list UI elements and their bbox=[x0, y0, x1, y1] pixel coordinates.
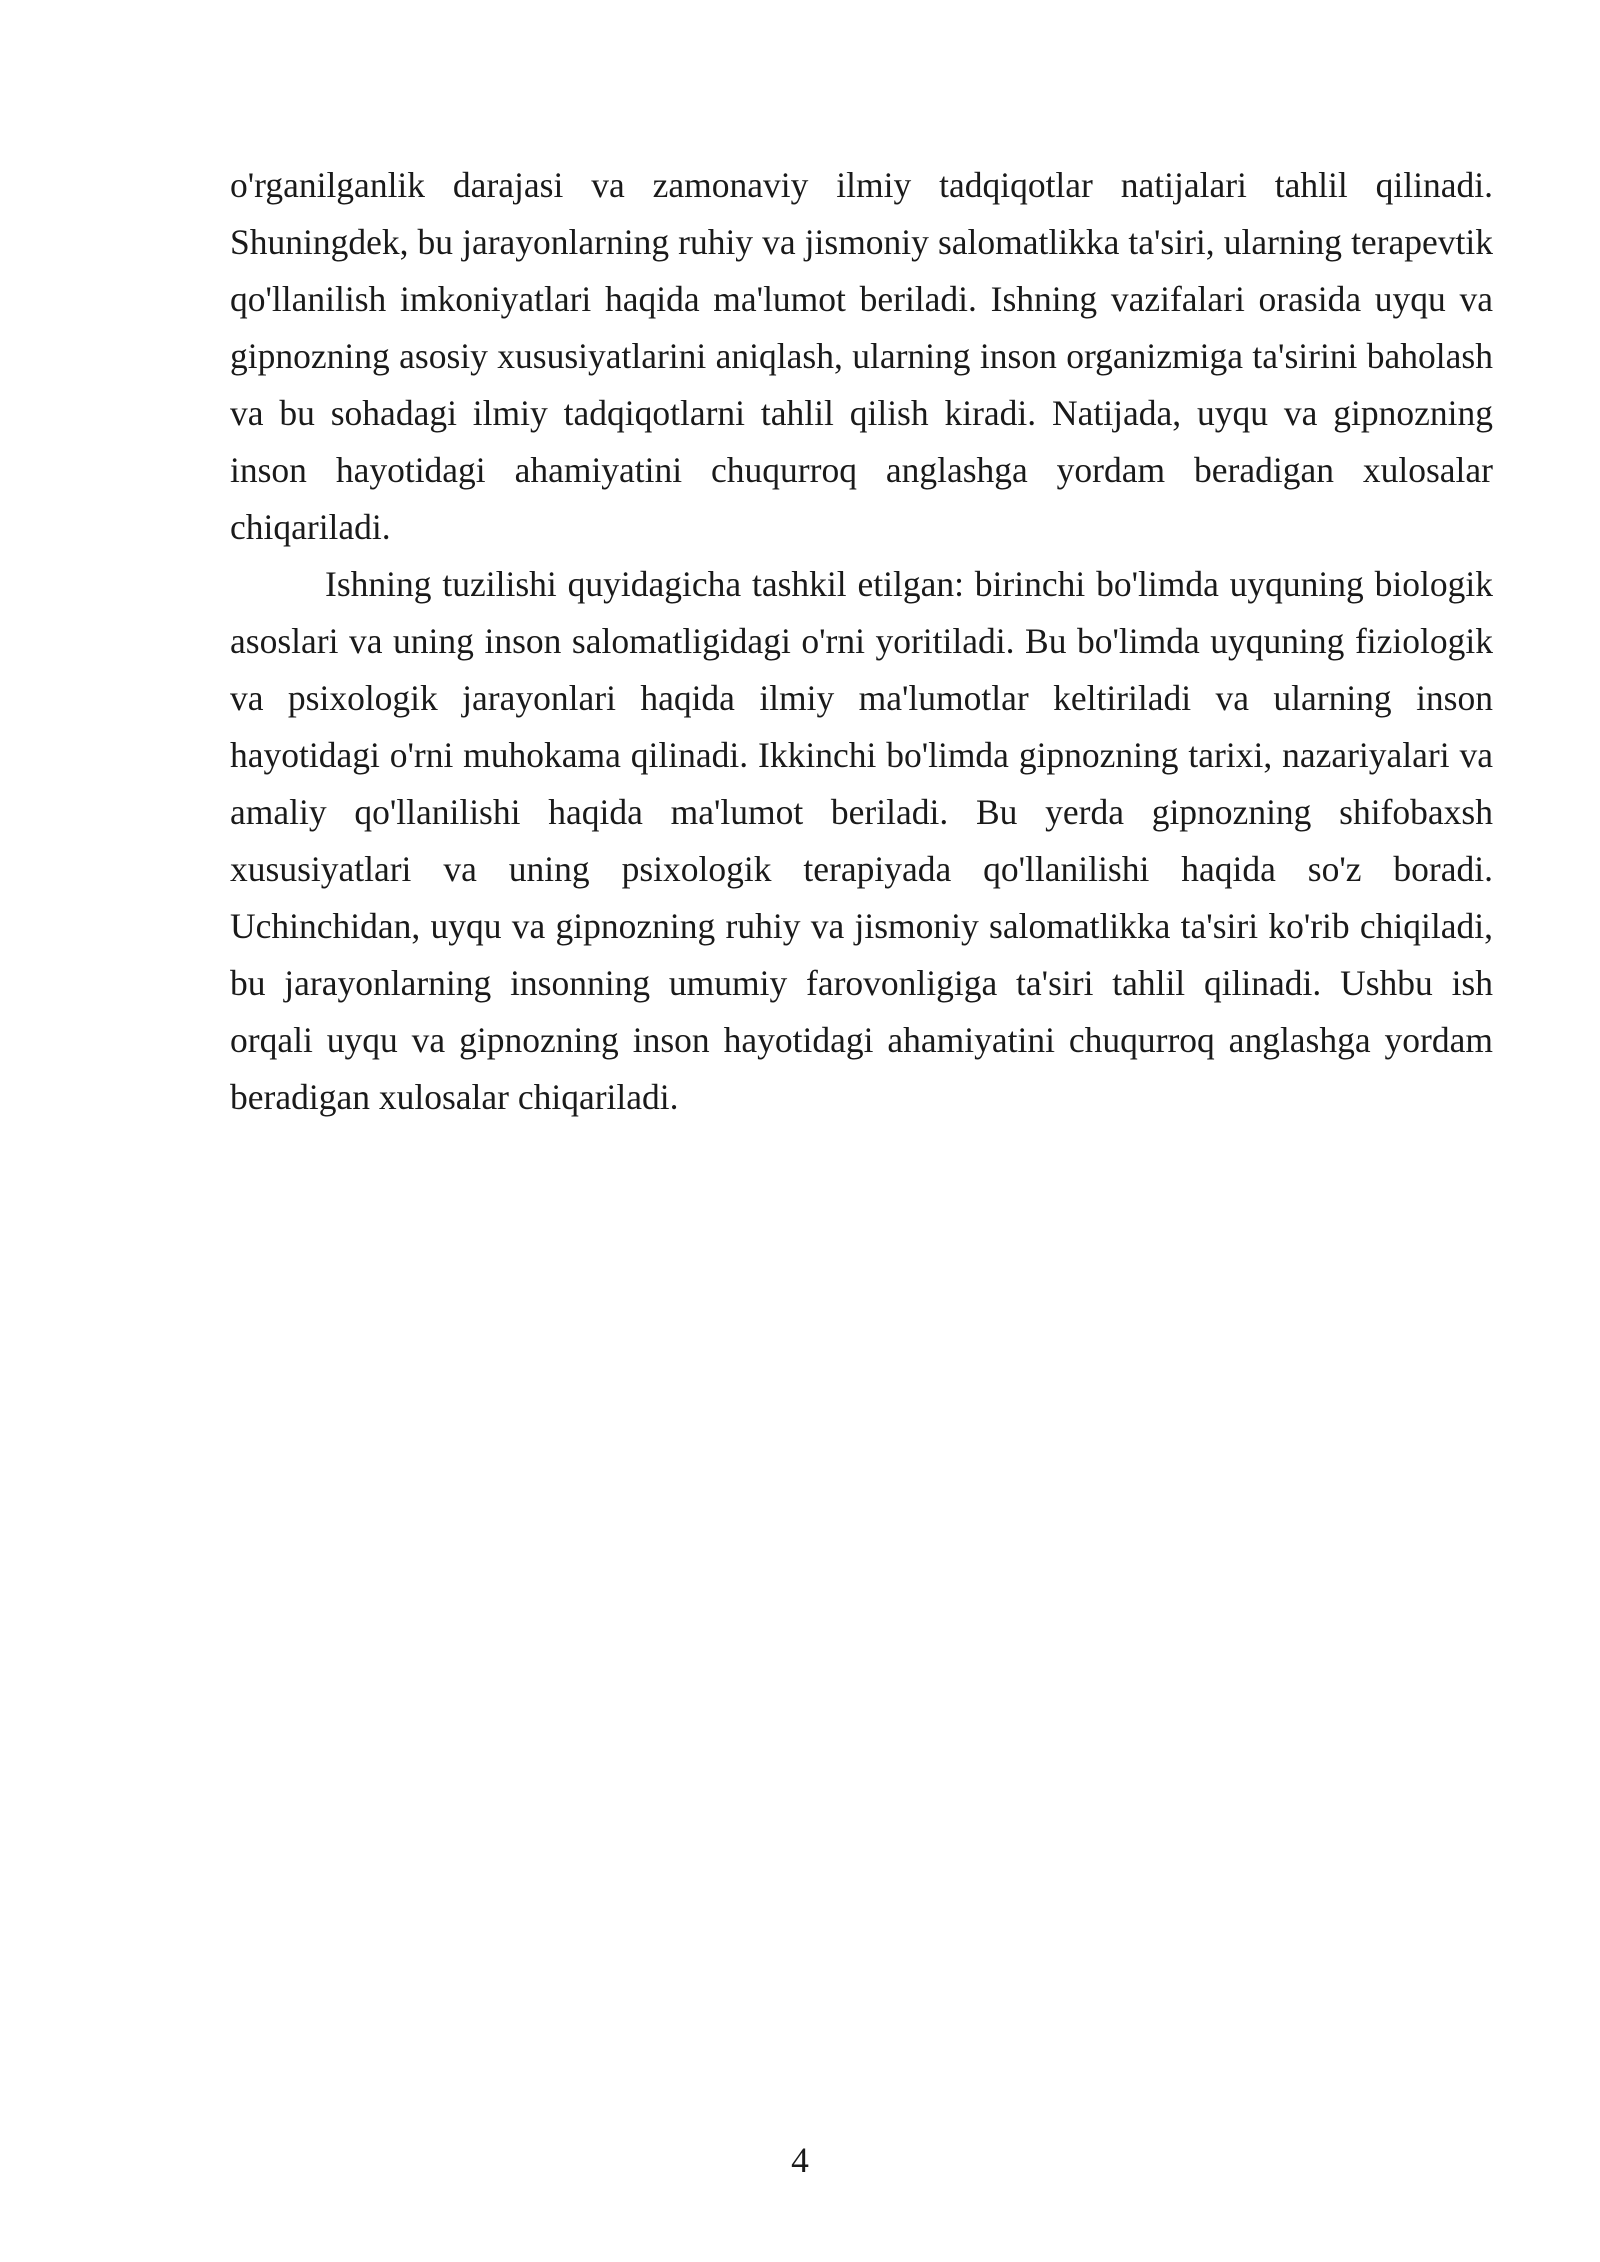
page-number: 4 bbox=[791, 2140, 809, 2180]
body-text bbox=[230, 157, 1493, 1126]
paragraph-structure: Ishning tuzilishi quyidagicha tashkil etilgan: birinchi bo'limda uyquning biologik asoslari va uning inson salomatligidagi o'rni yoritiladi. Bu bo'limda uyquning fiziologik va psixologik jarayonlari haqida ilmiy ma'lumotlar keltiriladi va ularning inson hayotidagi o'rni muhokama qilinadi. Ikkinchi bo'limda gipnozning tarixi, nazariyalari va amaliy qo'llanilishi haqida ma'lumot beriladi. Bu yerda gipnozning shifobaxsh xususiyatlari va uning psixologik terapiyada qo'llanilishi haqida so'z boradi. Uchinchidan, uyqu va gipnozning ruhiy va jismoniy salomatlikka ta'siri ko'rib chiqiladi, bu jarayonlarning insonning umumiy farovonligiga ta'siri tahlil qilinadi. Ushbu ish orqali uyqu va gipnozning inson hayotidagi ahamiyatini chuqurroq anglashga yordam beradigan xulosalar chiqariladi. bbox=[230, 564, 1493, 1117]
paragraph-continuation: o'rganilganlik darajasi va zamonaviy ilmiy tadqiqotlar natijalari tahlil qilinadi. Shuningdek, bu jarayonlarning ruhiy va jismoniy salomatlikka ta'siri, ularning terapevtik qo'llanilish imkoniyatlari haqida ma'lumot beriladi. Ishning vazifalari orasida uyqu va gipnozning asosiy xususiyatlarini aniqlash, ularning inson organizmiga ta'sirini baholash va bu sohadagi ilmiy tadqiqotlarni tahlil qilish kiradi. Natijada, uyqu va gipnozning inson hayotidagi ahamiyatini chuqurroq anglashga yordam beradigan xulosalar chiqariladi. bbox=[230, 165, 1493, 547]
